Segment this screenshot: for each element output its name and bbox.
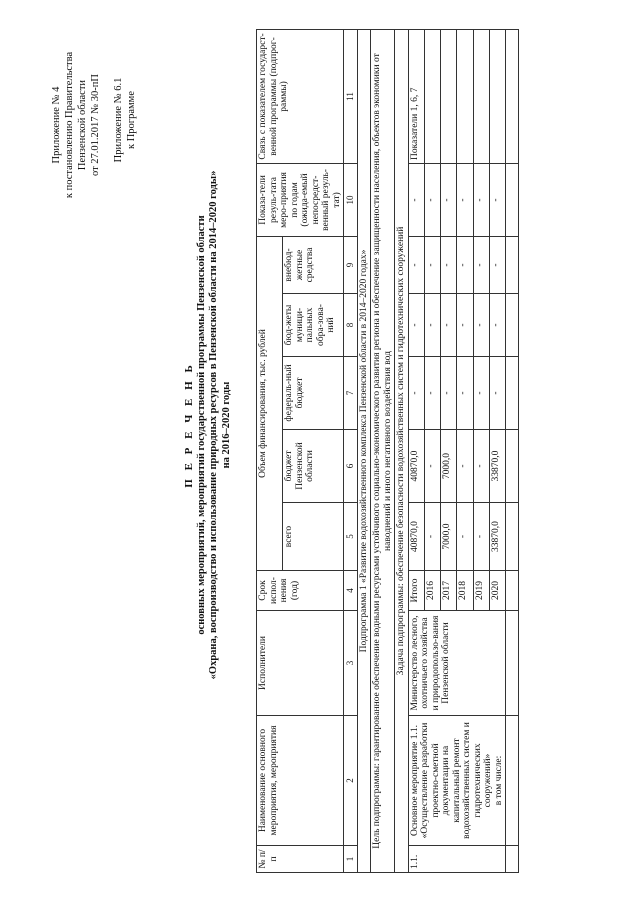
row-indicator: - — [473, 163, 489, 236]
row-indicator: - — [424, 163, 440, 236]
empty-cell — [506, 503, 519, 571]
row-municipal: - — [408, 294, 424, 357]
header-link: Связь с показателем государст-венной программы (подпрог-раммы) — [257, 29, 344, 163]
header-municipal: бюд-жеты муници-пальных обра-зова-ний — [283, 294, 344, 357]
row-municipal: - — [441, 294, 457, 357]
header-term: Срок испол-нения (год) — [257, 571, 344, 611]
title-line-2: основных мероприятий, мероприятий государственной программы Пензенской области — [195, 215, 207, 635]
row-regional: 33870,0 — [489, 430, 505, 503]
row-total: - — [424, 503, 440, 571]
row-extra: - — [441, 236, 457, 293]
row-total: 33870,0 — [489, 503, 505, 571]
item-executor: Министерство лесного, охотничьего хозяйства и природопользо-вания Пензенской области — [408, 611, 506, 716]
row-year: 2017 — [441, 571, 457, 611]
empty-cell — [506, 611, 519, 716]
empty-cell — [506, 571, 519, 611]
empty-cell — [506, 716, 519, 846]
row-regional: - — [473, 430, 489, 503]
header-row-1 — [257, 29, 283, 872]
col-number: 8 — [344, 294, 358, 357]
subprogram-title: Подпрограмма 1 «Развитие водохозяйственного комплекса Пензенской области в 2014–2020 годах» — [357, 29, 371, 872]
row-year: Итого — [408, 571, 424, 611]
row-extra: - — [473, 236, 489, 293]
row-indicator: - — [441, 163, 457, 236]
item-num: 1.1. — [408, 846, 506, 873]
row-total: - — [473, 503, 489, 571]
header-federal: федераль-ный бюджет — [283, 357, 344, 430]
row-total: - — [457, 503, 473, 571]
title-line-1: П Е Р Е Ч Е Н Ь — [183, 362, 195, 488]
row-federal: - — [457, 357, 473, 430]
row-federal: - — [424, 357, 440, 430]
item-name — [408, 716, 506, 846]
col-number: 3 — [344, 611, 358, 716]
row-municipal: - — [473, 294, 489, 357]
row-regional: - — [424, 430, 440, 503]
empty-cell — [506, 29, 519, 163]
approval-block — [50, 35, 102, 215]
row-total: 40870,0 — [408, 503, 424, 571]
appendix-line-2: к Программе — [126, 91, 137, 149]
empty-cell — [506, 357, 519, 430]
row-indicator: - — [457, 163, 473, 236]
row-year: 2016 — [424, 571, 440, 611]
row-extra: - — [424, 236, 440, 293]
col-number: 11 — [344, 29, 358, 163]
header-indicator: Показа-тели резуль-тата меро-приятия по годам (ожида-емый непосредст-венный резуль-тат) — [257, 163, 344, 236]
title-line-4: на 2016–2020 годы — [220, 381, 232, 469]
table-row — [408, 29, 424, 872]
row-total: 7000,0 — [441, 503, 457, 571]
row-indicator: - — [408, 163, 424, 236]
row-link-empty — [441, 29, 457, 163]
subprogram-task: Задача подпрограммы: обеспечение безопасности водохозяйственных систем и гидротехнических сооружений — [395, 29, 409, 872]
header-num: № п/п — [257, 846, 344, 873]
row-municipal: - — [424, 294, 440, 357]
empty-cell — [506, 846, 519, 873]
row-year: 2020 — [489, 571, 505, 611]
subprogram-row — [357, 29, 371, 872]
row-link-empty — [489, 29, 505, 163]
col-number: 4 — [344, 571, 358, 611]
row-extra: - — [408, 236, 424, 293]
row-federal: - — [489, 357, 505, 430]
header-extra: внебюд-жетные средства — [283, 236, 344, 293]
col-number: 1 — [344, 846, 358, 873]
row-regional: - — [457, 430, 473, 503]
item-name-text: Основное мероприятие 1.1. «Осуществление разработки проектно-сметной документации на капитальный ремонт водохозяйственных систем и гидротехнических сооружений» — [409, 722, 493, 839]
header-regional: бюджет Пензенской области — [283, 430, 344, 503]
approval-line-4: от 27.01.2017 № 30-пП — [90, 73, 101, 177]
row-extra: - — [457, 236, 473, 293]
header-executor: Исполнители — [257, 611, 344, 716]
task-row — [395, 29, 409, 872]
row-year: 2019 — [473, 571, 489, 611]
col-number: 6 — [344, 430, 358, 503]
row-year: 2018 — [457, 571, 473, 611]
row-federal: - — [408, 357, 424, 430]
row-municipal: - — [489, 294, 505, 357]
row-federal: - — [473, 357, 489, 430]
appendix-block — [112, 55, 138, 185]
approval-line-3: Пензенской области — [77, 79, 88, 171]
row-regional: 7000,0 — [441, 430, 457, 503]
approval-line-1: Приложение № 4 — [51, 86, 62, 164]
header-funding: Объем финансирования, тыс. рублей — [257, 236, 283, 570]
col-number: 9 — [344, 236, 358, 293]
goal-row — [371, 29, 395, 872]
title-line-3: «Охрана, воспроизводство и использование природных ресурсов в Пензенской области на 2014–2020 годы» — [208, 170, 219, 680]
col-number: 2 — [344, 716, 358, 846]
empty-cell — [506, 430, 519, 503]
subprogram-goal: Цель подпрограммы: гарантированное обеспечение водными ресурсами устойчивого социально-экономического развития региона и обеспечение защищенности населения, объектов экономики от наводнений и иного негативного воздействия вод — [371, 29, 395, 872]
header-name: Наименование основного мероприятия, мероприятия — [257, 716, 344, 846]
row-federal: - — [441, 357, 457, 430]
column-number-row — [344, 29, 358, 872]
row-link-empty — [424, 29, 440, 163]
row-link-empty — [473, 29, 489, 163]
row-link-empty — [457, 29, 473, 163]
empty-cell — [506, 163, 519, 236]
appendix-line-1: Приложение № 6.1 — [113, 77, 124, 163]
col-number: 7 — [344, 357, 358, 430]
item-including: в том числе: — [493, 755, 504, 806]
empty-row — [506, 29, 519, 872]
row-municipal: - — [457, 294, 473, 357]
document-title — [183, 45, 233, 805]
item-indicator-link: Показатели 1, 6, 7 — [408, 29, 424, 163]
empty-cell — [506, 236, 519, 293]
row-indicator: - — [489, 163, 505, 236]
empty-cell — [506, 294, 519, 357]
col-number: 5 — [344, 503, 358, 571]
measures-table — [256, 29, 519, 873]
approval-line-2: к постановлению Правительства — [64, 51, 75, 199]
col-number: 10 — [344, 163, 358, 236]
header-total: всего — [283, 503, 344, 571]
row-regional: 40870,0 — [408, 430, 424, 503]
row-extra: - — [489, 236, 505, 293]
